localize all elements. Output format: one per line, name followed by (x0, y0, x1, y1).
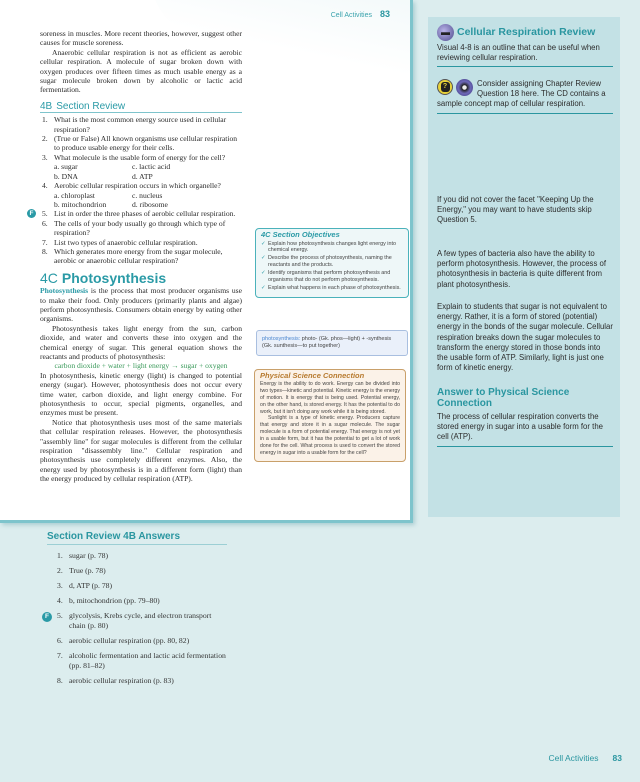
glossary-term: photosynthesis: (262, 336, 301, 342)
choice: d. ribosome (132, 199, 168, 209)
answer-number: 2. (57, 566, 63, 575)
photosynthesis-paragraph-1 (40, 286, 242, 324)
skip-note-text: If you did not cover the facet "Keeping Up the Energy," you may want to have students skip Question 5. (437, 195, 594, 225)
divider (437, 113, 613, 114)
answer-item (47, 596, 227, 606)
divider (437, 446, 613, 447)
answer-number: 4. (57, 596, 63, 605)
section-review-heading (40, 102, 242, 113)
answer-number: 1. (57, 551, 63, 560)
section-review-answers (47, 532, 227, 691)
choice: d. ATP (132, 171, 153, 181)
review-note-title (437, 24, 613, 41)
bacteria-note-text: A few types of bacteria also have the ability to perform photosynthesis. However, the process of photosynthesis in bacteria is quite different from plant photosynthesis. (437, 249, 607, 289)
answer-number: 8. (57, 676, 63, 685)
psc-answer-text: The process of cellular respiration converts the stored energy in sugar into a usable form for the cell (ATP). (437, 412, 603, 442)
question-text: Aerobic cellular respiration occurs in which organelle? (54, 181, 221, 191)
psc-answer-note (437, 385, 613, 447)
review-note-text: Visual 4-8 is an outline that can be useful when reviewing cellular respiration. (437, 43, 600, 63)
skip-note (437, 195, 613, 226)
photosynthesis-heading (40, 269, 242, 286)
glossary-box (256, 330, 408, 356)
teacher-sidebar (428, 17, 620, 517)
objective-item (261, 270, 403, 283)
photosynthesis-paragraph-3: In photosynthesis, kinetic energy (light) is changed to potential energy (sugar). However, photosynthesis does not occur every time water, carbon dioxide, and light energy combine. For photosynthesis to occur, special pigments, organelles, and enzymes must be present. (40, 370, 242, 418)
psc-paragraph-1: Energy is the ability to do work. Energy can be divided into two types—kinetic and potential. Kinetic energy is the energy of motion. It is energy that is being used. Potential energy, on the other hand, is stored energy. It has the potential to do work, but it isn't doing any work while it is being stored. (260, 380, 400, 415)
question-number: 3. (42, 152, 48, 162)
objective-text: Explain how photosynthesis changes light energy into chemical energy. (268, 240, 396, 254)
review-question (29, 209, 242, 219)
glossary-definition: photo- (Gk. phos—light) + -synthesis (Gk. sunthesis—to put together) (262, 336, 392, 349)
answer-number: 3. (57, 581, 63, 590)
review-note (437, 24, 613, 67)
sugar-note (437, 302, 613, 373)
review-question (40, 134, 242, 153)
choice: b. mitochondrion (54, 199, 107, 209)
review-question (40, 219, 242, 238)
answer-item (47, 651, 227, 671)
answer-item (47, 676, 227, 686)
answer-item (47, 566, 227, 576)
footer-title: Cell Activities (548, 753, 599, 763)
answer-item (47, 611, 227, 631)
intro-paragraph-2: Anaerobic cellular respiration is not as efficient as aerobic cellular respiration. A molecule of sugar broken down with oxygen produces over fifteen times as much usable energy as a sugar molecule broken down by alcoholic or lactic acid fermentation. (40, 47, 242, 95)
question-glyph: ? (441, 82, 450, 92)
answer-number: 6. (57, 636, 63, 645)
choice: a. sugar (54, 162, 78, 172)
objectives-list (261, 241, 403, 292)
section-review-title: Section Review (56, 100, 126, 112)
choice: a. chloroplast (54, 190, 95, 200)
review-question (40, 247, 242, 266)
assign-text: Consider assigning Chapter Review Question 18 here. The CD contains a sample concept map of cellular respiration. (437, 79, 606, 109)
facet-badge-icon: F (27, 209, 36, 218)
objective-item (261, 255, 403, 268)
running-head-title: Cell Activities (330, 12, 372, 19)
answer-text: aerobic cellular respiration (p. 83) (69, 676, 174, 685)
psc-answer-title: Answer to Physical Science Connection (437, 387, 570, 409)
review-questions (29, 115, 242, 266)
question-number: 5. (42, 209, 48, 219)
facet-badge-icon: F (42, 612, 52, 622)
intro-paragraph-1: soreness in muscles. More recent theories, however, suggest other causes for muscle soreness. (40, 29, 242, 48)
review-title-text: Cellular Respiration Review (457, 26, 596, 39)
answer-item (47, 636, 227, 646)
question-text: What molecule is the usable form of energy for the cell? (54, 152, 226, 162)
assign-icons (437, 79, 473, 96)
question-number: 1. (42, 115, 48, 125)
question-text: What is the most common energy source used in cellular respiration? (54, 115, 227, 134)
choice: c. nucleus (132, 190, 163, 200)
objective-item (261, 241, 403, 254)
question-number: 2. (42, 134, 48, 144)
answer-text: glycolysis, Krebs cycle, and electron transport chain (p. 80) (69, 611, 212, 630)
section-number: 4C (40, 269, 58, 286)
answers-title: Section Review 4B Answers (47, 532, 227, 545)
page-footer (548, 753, 622, 763)
choice: b. DNA (54, 171, 79, 181)
objective-text: Identify organisms that perform photosynthesis and organisms that do not perform photosynthesis. (268, 269, 391, 283)
photosynthesis-paragraph-4: Notice that photosynthesis uses most of the same materials that cellular respiration releases. However, the photosynthesis "assembly line" for sugar molecules is different from the cellular respiration "disassembly line." Cellular respiration and photosynthesis use completely different enzymes. Also, the energy used by photosynthesis is in a different form (light) than the energy produced by cellular respiration (ATP). (40, 417, 242, 484)
checkmark-icon: ✓ (261, 284, 266, 291)
choice: c. lactic acid (132, 162, 171, 172)
question-text: Which generates more energy from the sugar molecule, aerobic or anaerobic cellular respiration? (54, 246, 223, 266)
answer-number: 5. (57, 611, 63, 620)
answers-list (47, 551, 227, 686)
running-head-page: 83 (379, 9, 390, 19)
question-number: 8. (42, 246, 48, 256)
answer-text: d, ATP (p. 78) (69, 581, 113, 590)
review-question (40, 181, 242, 209)
review-question (40, 115, 242, 134)
visual-projector-icon: ▬ (437, 24, 454, 41)
objective-text: Describe the process of photosynthesis, naming the reactants and the products. (268, 255, 392, 268)
key-term: Photosynthesis (40, 286, 89, 296)
bacteria-note (437, 249, 613, 290)
question-text: List two types of anaerobic cellular respiration. (54, 237, 198, 247)
psc-title: Physical Science Connection (260, 371, 365, 380)
objective-text: Explain what happens in each phase of photosynthesis. (268, 284, 401, 291)
answer-text: alcoholic fermentation and lactic acid fermentation (pp. 81–82) (69, 651, 226, 670)
answer-text: aerobic cellular respiration (pp. 80, 82) (69, 636, 190, 645)
footer-page-number: 83 (612, 753, 622, 763)
answer-choices (54, 191, 242, 210)
sugar-note-text: Explain to students that sugar is not equivalent to energy. Rather, it is a form of stored (potential) energy in the bonds of the sugar molecule. Cellular respiration breaks down the sugar molecules to transform the energy stored in those bonds into the usable form of ATP. Similarly, light is just one form of kinetic energy. (437, 302, 613, 373)
cd-icon (456, 79, 473, 96)
objectives-title: 4C Section Objectives (261, 230, 340, 239)
checkmark-icon: ✓ (261, 255, 266, 262)
checkmark-icon: ✓ (261, 240, 266, 247)
answer-text: True (p. 78) (69, 566, 106, 575)
answer-text: b, mitochondrion (pp. 79–80) (69, 596, 160, 605)
checkmark-icon: ✓ (261, 269, 266, 276)
photosynthesis-paragraph-2: Photosynthesis takes light energy from the sun, carbon dioxide, and water and converts these into oxygen and the chemical energy of sugar. This general equation shows the reactants and products of photosynthesis: (40, 323, 242, 361)
section-title: Photosynthesis (61, 269, 167, 286)
question-number: 6. (42, 218, 48, 228)
review-question (40, 238, 242, 247)
answer-item (47, 581, 227, 591)
photosynthesis-equation: carbon dioxide + water + light energy → sugar + oxygen (54, 361, 228, 371)
question-icon (437, 79, 453, 95)
assign-note-text (437, 79, 613, 110)
objective-item (261, 285, 403, 292)
running-head (331, 9, 390, 19)
psc-paragraph-2: Sunlight is a type of kinetic energy. Producers capture that energy and store it in a sugar molecule. The sugar molecule is a form of potential energy. That energy is not yet in a usable form, but it has the potential to get a lot of work done for the cell. What process is used to convert the stored energy in sugar into a usable form for the cell? (260, 415, 400, 456)
question-number: 4. (42, 181, 48, 191)
student-page (0, 0, 413, 523)
question-number: 7. (42, 237, 48, 247)
paragraph-text: is the process that most producer organisms use to make their food. Only producers (primarily plants and algae) perform photosynthesis. Consumers obtain energy by eating other organisms. (40, 286, 242, 324)
answer-number: 7. (57, 651, 63, 660)
divider (437, 66, 613, 67)
main-column (29, 29, 242, 484)
question-text: The cells of your body usually go through which type of respiration? (54, 218, 226, 238)
answer-text: sugar (p. 78) (69, 551, 109, 560)
answer-item (47, 551, 227, 561)
section-review-number: 4B (40, 100, 53, 112)
answer-choices (54, 162, 242, 181)
question-text: (True or False) All known organisms use cellular respiration to produce usable energy for their cells. (54, 134, 238, 153)
section-objectives-box (255, 228, 409, 298)
review-question (40, 153, 242, 181)
physical-science-connection-box (254, 369, 406, 462)
question-text: List in order the three phases of aerobic cellular respiration. (54, 209, 236, 219)
assign-note (437, 79, 613, 114)
